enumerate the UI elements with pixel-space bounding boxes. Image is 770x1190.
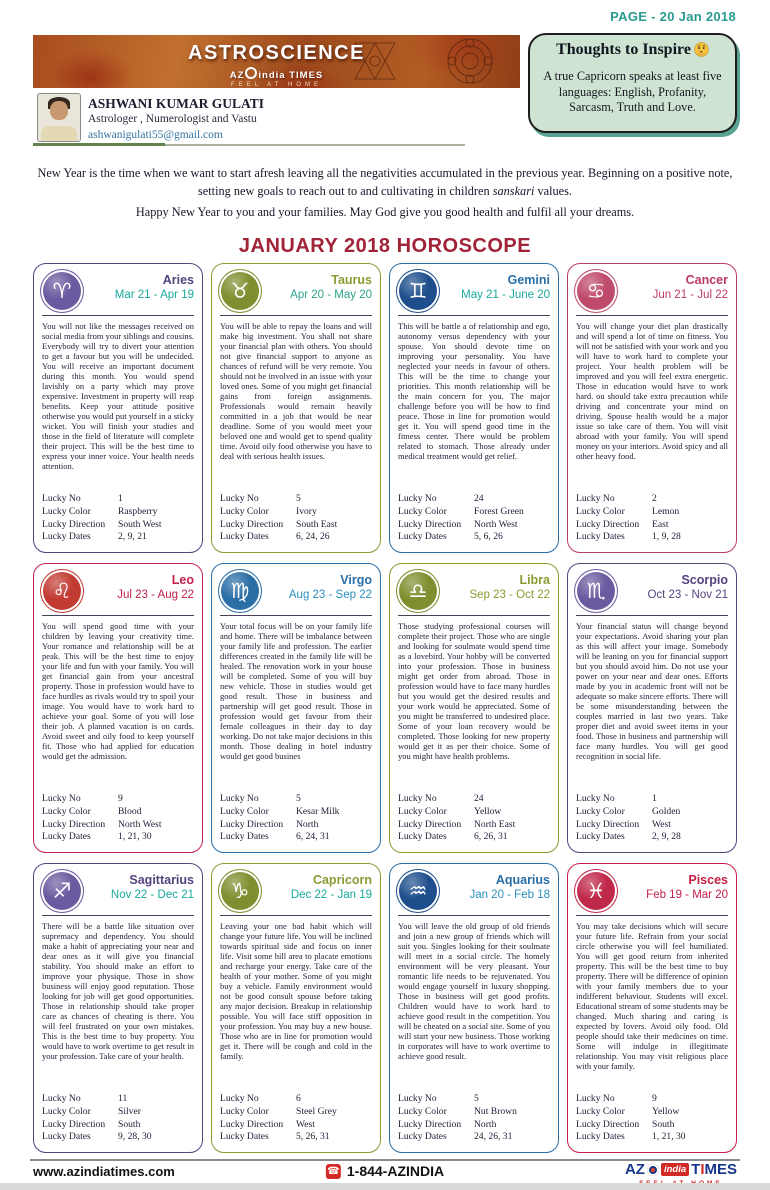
zodiac-icon: ♋ [577,272,615,310]
lucky-direction-value: North West [474,518,518,530]
card-divider [576,615,728,616]
lucky-color-label: Lucky Color [42,1106,91,1118]
card-header [42,271,194,310]
page-date-label: PAGE - 20 Jan 2018 [610,9,736,24]
horoscope-text: You will not like the messages received on social media from your siblings and cousins. Everybody will try to divert your attention to get a favour but you will be undecided. You will receive an important document during this month. You would spend lavishly on a party which may prove expensive. Investment in property will reap benefits. Keep your attitude positive otherwise you would put yourself in a sticky wicket. You will finish your studies and those in the field of literature will complete their project. This will be the best time to express your inner voice. Your health needs attention. [42,321,194,472]
horoscope-text: Your financial status will change beyond your expectations. Avoid sharing your plan as this will affect your image. Somebody will be leaning on you for financial support but you should avoid him. Do not use your power on your near and dear ones. Efforts made by you in academic front will not be adequate so make sincere efforts. There will be some misunderstanding between the couples married in last two years. Take proper diet and avoid sweet items in your food. Those in business and partnership will face many hurdles. You will get good recognition in social life. [576,621,728,762]
lucky-no-label: Lucky No [42,1093,81,1105]
lucky-direction-value: North [296,818,319,830]
lucky-no-label: Lucky No [398,1093,437,1105]
sign-date-range: Jul 23 - Aug 22 [117,589,194,601]
lucky-table [576,793,728,844]
lucky-color-label: Lucky Color [398,506,447,518]
card-header [576,571,728,610]
horoscope-text: Leaving your one bad habit which will change your future life. You will be inclined towards spiritual side and focus on inner life. Visit some hill area to placate emotions and recharge your energy. Take care of the health of your mother. Some of you might buy a vehicle. Family environment would not be good consult spouse before taking any major decision. Breakup in relationship possible. You will face stiff opposition in your profession. You may buy a new house. Those who are in line for promotion would get it. There will be cough and cold in the family. [220,921,372,1062]
bottom-bar [0,1183,770,1190]
sign-name: Aries [162,273,194,287]
card-header [220,571,372,610]
lucky-no-label: Lucky No [220,1093,259,1105]
sign-name: Sagittarius [129,873,194,887]
horoscope-text: You will change your diet plan drastically and will spend a lot of time on fitness. You will not be satisfied with your work and you will have to work hard to complete your project. Your health problem will be improved and you will feel extra energetic. Those in education would have to work hard. ou should take extra precaution while driving and concentrate your mind on driving. Spouse health would be a major issue so take care of them. You will visit abroad with your family. You will spend money on your interiors. Avoid spicy and all other heavy food. [576,321,728,462]
lucky-color-value: Yellow [652,1106,680,1118]
lucky-color-label: Lucky Color [576,1106,625,1118]
card-header [576,271,728,310]
lucky-no-label: Lucky No [220,793,259,805]
lucky-dates-label: Lucky Dates [42,531,91,543]
lucky-color-value: Nut Brown [474,1106,517,1118]
lucky-color-value: Blood [118,806,142,818]
footer-logo: AZ india TIMES [625,1161,737,1187]
lucky-no-value: 24 [474,493,484,505]
horoscope-text: You may take decisions which will secure your future life. Refrain from your social circle otherwise you will feel humiliated. You will get good return from inherited property. This will be the best time to buy property. There will be difference of opinion with your family members due to your indifferent behaviour. Students will excel. Educational stream of some students may be changed. Much sharing and caring is expected by lovers. Avoid oily food. Old people should take their medicines on time. Some will indulge in illegitimate relationship. You may visit religious place with your family. [576,921,728,1072]
lucky-no-value: 9 [118,793,123,805]
lucky-no-label: Lucky No [42,793,81,805]
lucky-color-label: Lucky Color [576,506,625,518]
lucky-direction-value: North West [118,818,162,830]
banner-title: ASTROSCIENCE [188,42,365,64]
lucky-direction-value: West [296,1118,315,1130]
lucky-color-value: Golden [652,806,681,818]
card-divider [398,615,550,616]
lucky-no-value: 5 [296,493,301,505]
horoscope-text: Your total focus will be on your family life and home. There will be imbalance between your family life and profession. The earlier differences created in the family life will be healed. The renovation work in your house will be completed. Some of you will buy new vehicle. Those in studies would get good result. Those in business and partnership will get good result. Those in profession would get favour from their female colleagues in their day to day working. Do not take major decisions in this month. Those dealing in hotel industry would get good busines [220,621,372,762]
lucky-dates-label: Lucky Dates [398,531,447,543]
lucky-direction-value: South West [118,518,162,530]
lucky-table [576,1093,728,1144]
author-email-link[interactable]: ashwanigulati55@gmail.com [88,129,223,141]
lucky-no-label: Lucky No [220,493,259,505]
lucky-direction-value: South East [296,518,338,530]
card-divider [42,915,194,916]
horoscope-card-aries [33,263,203,553]
inspire-quote: A true Capricorn speaks at least five languages: English, Profanity, Sarcasm, Truth and Love. [543,69,722,115]
lucky-dates-value: 2, 9, 21 [118,531,147,543]
lucky-direction-label: Lucky Direction [220,1118,284,1130]
sign-date-range: Jan 20 - Feb 18 [469,889,550,901]
lucky-dates-label: Lucky Dates [576,1131,625,1143]
sign-date-range: Aug 23 - Sep 22 [288,589,372,601]
lucky-no-value: 5 [296,793,301,805]
card-divider [398,315,550,316]
sign-name: Aquarius [495,873,550,887]
horoscope-card-sagittarius [33,863,203,1153]
card-header [42,871,194,910]
author-role: Astrologer , Numerologist and Vastu [88,113,257,125]
lucky-color-value: Kesar Milk [296,806,340,818]
lucky-table [42,1093,194,1144]
lucky-direction-label: Lucky Direction [576,518,640,530]
horoscope-text: You will spend good time with your children by leaving your creativity time. Your romance and relationship will be at peak. This will be the best time to enjoy your life and fun with your family. You will get financial gain from your ancestral property. Those in profession would have to face hurdles as rivals would try to spoil your image. You would have to work hard to achieve your goal. Some of you will lose their job. A planned vacation is on cards. Avoid sweet and oily food to keep yourself fit. Those who had applied for education would get the admission. [42,621,194,762]
lucky-color-label: Lucky Color [576,806,625,818]
lucky-direction-label: Lucky Direction [398,818,462,830]
lucky-direction-value: North [474,1118,497,1130]
card-divider [398,915,550,916]
globe-icon [647,1164,659,1176]
lucky-no-label: Lucky No [576,493,615,505]
lucky-color-value: Yellow [474,806,502,818]
card-divider [576,315,728,316]
lucky-table [220,1093,372,1144]
card-divider [42,615,194,616]
lucky-dates-value: 9, 28, 30 [118,1131,152,1143]
horoscope-text: This will be battle a of relationship and ego, autonomy versus dependency with your spouse. You should devote time on improving your personality. You have neglected your needs in favour of others. This will be the time to change your priorities. This month relationship will be the main concern for you. The major challenge before you will be how to find peace. Those in line for promotion would get it. You will spend good time in the fitness center. There would be problem related to stomach. Those already under medical treatment would get relief. [398,321,550,462]
thoughts-to-inspire-box [528,33,737,133]
zodiac-icon: ♊ [399,272,437,310]
lucky-table [220,793,372,844]
lucky-direction-label: Lucky Direction [576,1118,640,1130]
author-divider-accent [33,143,165,146]
horoscope-card-gemini [389,263,559,553]
lucky-dates-label: Lucky Dates [220,531,269,543]
lucky-no-value: 11 [118,1093,128,1105]
lucky-no-label: Lucky No [398,493,437,505]
lucky-dates-value: 24, 26, 31 [474,1131,513,1143]
horoscope-card-libra [389,563,559,853]
zodiac-icon: ♓ [577,872,615,910]
card-header [576,871,728,910]
lucky-dates-label: Lucky Dates [220,831,269,843]
intro-paragraph-2: Happy New Year to you and your families. May God give you good health and fulfil all your dreams. [135,205,635,220]
zodiac-icon: ♎ [399,572,437,610]
horoscope-text: Those studying professional courses will complete their project. Those who are single and looking for soulmate would spend time as a lovebird. Your hobby will be converted into your profession. Those in business might get order from abroad. Those in profession would have to face many hurdles but you would get the desired results and your work would be appreciated. Some of you might be transferred to undesired place. Some of your loan recovery would be completed. Those looking for new property would get it as per their choice. Some of you might have health problems. [398,621,550,762]
lucky-direction-label: Lucky Direction [220,518,284,530]
author-photo [37,93,81,142]
sign-name: Virgo [340,573,372,587]
lucky-dates-label: Lucky Dates [576,831,625,843]
lucky-no-value: 1 [652,793,657,805]
zodiac-icon: ♏ [577,572,615,610]
lucky-table [576,493,728,544]
horoscope-card-cancer [567,263,737,553]
zodiac-icon: ♑ [221,872,259,910]
sign-name: Leo [171,573,194,587]
lucky-color-value: Silver [118,1106,141,1118]
horoscope-text: You will leave the old group of old friends and join a new group of friends which will suit you. Singles looking for their soulmate will meet in a social circle. The homely environment will be very pleasant. Your romantic life needs to be rejuvenated. You would engage yourself in luxury shopping. Those in business will get good profits. Children would have to work hard to achieve good result in the competition. You will be cheated on a social site. Some of you will start your new business. Those working in corporates will have to work overtime to achieve good result. [398,921,550,1062]
horoscope-card-leo [33,563,203,853]
zodiac-icon: ♒ [399,872,437,910]
sign-date-range: Oct 23 - Nov 21 [647,589,728,601]
sign-date-range: Nov 22 - Dec 21 [110,889,194,901]
sign-date-range: Dec 22 - Jan 19 [290,889,372,901]
thoughts-title: Thoughts to Inspire [538,41,727,62]
lucky-dates-value: 1, 21, 30 [118,831,152,843]
card-header [398,871,550,910]
zodiac-icon: ♈ [43,272,81,310]
sign-date-range: Feb 19 - Mar 20 [646,889,728,901]
horoscope-card-taurus [211,263,381,553]
banner-tagline: FEEL AT HOME [231,82,322,88]
lucky-direction-value: South [118,1118,141,1130]
lucky-no-value: 24 [474,793,484,805]
lucky-table [398,793,550,844]
lucky-color-value: Forest Green [474,506,524,518]
sign-name: Pisces [688,873,728,887]
lucky-no-value: 9 [652,1093,657,1105]
sign-name: Taurus [331,273,372,287]
lucky-no-label: Lucky No [576,793,615,805]
lucky-no-value: 2 [652,493,657,505]
lucky-table [42,793,194,844]
lucky-dates-label: Lucky Dates [42,1131,91,1143]
lucky-dates-label: Lucky Dates [220,1131,269,1143]
card-divider [220,615,372,616]
sign-name: Cancer [685,273,728,287]
intro-paragraph-1: New Year is the time when we want to start afresh leaving all the negativities accumulated in the previous year. Beginning on a positive note, setting new goals to reach out to and cultivating in children sanskari values. [37,166,733,199]
lucky-direction-label: Lucky Direction [576,818,640,830]
sign-date-range: Apr 20 - May 20 [290,289,372,301]
sign-name: Scorpio [681,573,728,587]
logo-ring-icon [245,67,257,79]
lucky-dates-value: 1, 21, 30 [652,1131,686,1143]
card-header [398,271,550,310]
lucky-direction-label: Lucky Direction [398,1118,462,1130]
sign-date-range: Sep 23 - Oct 22 [469,589,550,601]
lucky-dates-value: 2, 9, 28 [652,831,681,843]
lucky-direction-value: West [652,818,671,830]
lucky-color-label: Lucky Color [42,506,91,518]
sign-name: Gemini [507,273,550,287]
horoscope-card-virgo [211,563,381,853]
zodiac-icon: ♍ [221,572,259,610]
lucky-dates-value: 6, 24, 31 [296,831,330,843]
zodiac-icon: ♌ [43,572,81,610]
lucky-no-value: 6 [296,1093,301,1105]
lucky-color-value: Ivory [296,506,317,518]
lucky-direction-label: Lucky Direction [42,818,106,830]
zodiac-icon: ♉ [221,272,259,310]
lucky-no-value: 5 [474,1093,479,1105]
lucky-table [42,493,194,544]
lucky-no-label: Lucky No [576,1093,615,1105]
astroscience-banner [33,35,520,88]
lucky-direction-value: East [652,518,669,530]
lucky-color-label: Lucky Color [398,1106,447,1118]
lucky-dates-label: Lucky Dates [398,1131,447,1143]
lucky-direction-label: Lucky Direction [398,518,462,530]
author-name: ASHWANI KUMAR GULATI [88,96,265,111]
lucky-table [398,493,550,544]
sign-date-range: Jun 21 - Jul 22 [652,289,728,301]
lucky-direction-value: North East [474,818,516,830]
sign-name: Libra [519,573,550,587]
lucky-no-label: Lucky No [42,493,81,505]
card-divider [576,915,728,916]
horoscope-card-aquarius [389,863,559,1153]
lucky-dates-label: Lucky Dates [42,831,91,843]
sign-name: Capricorn [312,873,372,887]
card-divider [220,915,372,916]
sign-date-range: Mar 21 - Apr 19 [114,289,194,301]
lucky-dates-label: Lucky Dates [576,531,625,543]
lucky-dates-value: 1, 9, 28 [652,531,681,543]
lucky-color-value: Steel Grey [296,1106,337,1118]
sign-date-range: May 21 - June 20 [461,289,550,301]
az-india-times-logo: AZ india TIMES [33,67,520,81]
lucky-direction-value: South [652,1118,675,1130]
card-header [398,571,550,610]
horoscope-card-pisces [567,863,737,1153]
zodiac-icon: ♐ [43,872,81,910]
lucky-no-label: Lucky No [398,793,437,805]
card-header [220,271,372,310]
lucky-color-label: Lucky Color [220,506,269,518]
lucky-no-value: 1 [118,493,123,505]
horoscope-card-capricorn [211,863,381,1153]
lucky-dates-value: 6, 24, 26 [296,531,330,543]
lucky-color-label: Lucky Color [398,806,447,818]
lucky-dates-label: Lucky Dates [398,831,447,843]
lucky-direction-label: Lucky Direction [42,1118,106,1130]
lucky-direction-label: Lucky Direction [220,818,284,830]
lucky-color-label: Lucky Color [220,806,269,818]
lucky-direction-label: Lucky Direction [42,518,106,530]
lucky-color-label: Lucky Color [42,806,91,818]
footer-phone: ☎ 1-844-AZINDIA [327,1163,445,1179]
horoscope-text: You will be able to repay the loans and will make big investment. You shall not share your financial plan with others. You should not give financial support to anyone as chances of refund will be very remote. You should not be involved in an issue with your loved ones. Some of you might get financial gains from foreign assignments. Professionals would remain heavily committed in a job that would be near deadline. Some of you would meet your beloved one and would get to spend quality time. Avoid oily food otherwise you have to deal with serious health issues. [220,321,372,462]
horoscope-text: There will be a battle like situation over supremacy and dependency. You should make a habit of appreciating your near and dear ones as it will give you financial stability. You should make an effort to improve your physique. Those in show business will enjoy good reputation. Those looking for job will get good opportunities. Those in relationship should take proper care as chances of cheating is there. You will feel frustrated on your own mistakes. This is the best time to buy property. You would have to work overtime to get result in your profession. Take care of your health. [42,921,194,1062]
lucky-table [220,493,372,544]
lucky-color-value: Lemon [652,506,680,518]
horoscope-grid [33,263,737,1153]
lucky-dates-value: 6, 26, 31 [474,831,508,843]
card-divider [220,315,372,316]
thinking-face-icon [694,42,709,62]
lucky-table [398,1093,550,1144]
horoscope-card-scorpio [567,563,737,853]
lucky-color-value: Raspberry [118,506,158,518]
card-header [220,871,372,910]
lucky-dates-value: 5, 26, 31 [296,1131,330,1143]
footer-website: www.azindiatimes.com [33,1164,175,1179]
lucky-dates-value: 5, 6, 26 [474,531,503,543]
card-divider [42,315,194,316]
card-header [42,571,194,610]
horoscope-headline: JANUARY 2018 HOROSCOPE [238,235,532,258]
phone-icon: ☎ [327,1165,340,1177]
lucky-color-label: Lucky Color [220,1106,269,1118]
